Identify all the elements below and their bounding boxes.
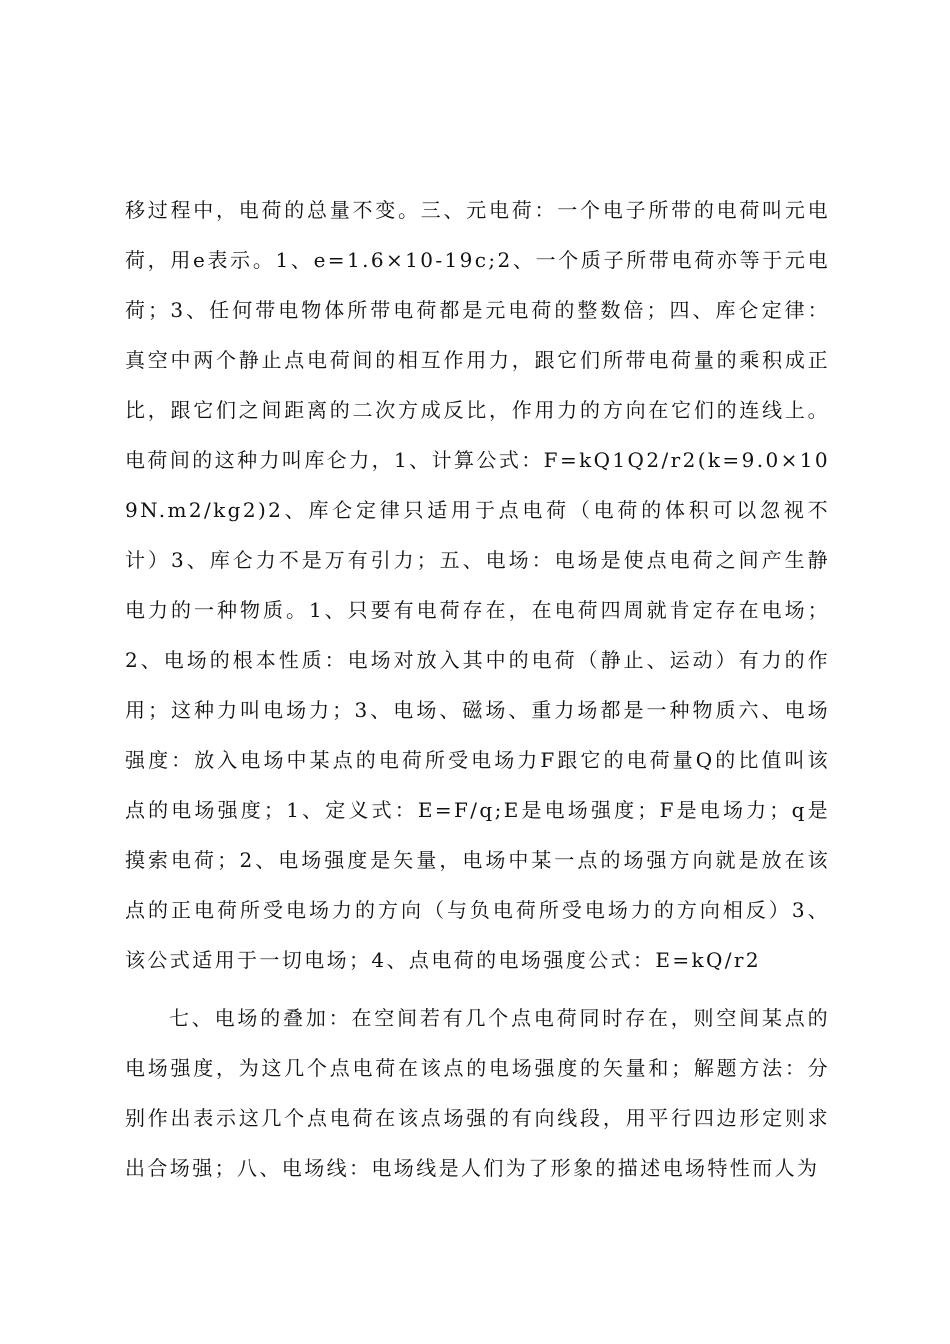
paragraph-2: 七、电场的叠加：在空间若有几个点电荷同时存在，则空间某点的电场强度，为这几个点电荷在该点的电场强度的矢量和；解题方法：分别作出表示这几个点电荷在该点场强的有向线段，用平行四边形定则求出合场强；八、电场线：电场线是人们为了形象的描述电场特性而人为 [125, 1006, 830, 1180]
paragraph-1: 移过程中，电荷的总量不变。三、元电荷：一个电子所带的电荷叫元电荷，用e表示。1、e=1.6×10-19c;2、一个质子所带电荷亦等于元电荷；3、任何带电物体所带电荷都是元电荷的整数倍；四、库仑定律：真空中两个静止点电荷间的相互作用力，跟它们所带电荷量的乘积成正比，跟它们之间距离的二次方成反比，作用力的方向在它们的连线上。电荷间的这种力叫库仑力，1、计算公式：F=kQ1Q2/r2(k=9.0×109N.m2/kg2)2、库仑定律只适用于点电荷（电荷的体积可以忽视不计）3、库仑力不是万有引力；五、电场：电场是使点电荷之间产生静电力的一种物质。1、只要有电荷存在，在电荷四周就肯定存在电场；2、电场的根本性质：电场对放入其中的电荷（静止、运动）有力的作用；这种力叫电场力；3、电场、磁场、重力场都是一种物质六、电场强度：放入电场中某点的电荷所受电场力F跟它的电荷量Q的比值叫该点的电场强度；1、定义式：E=F/q;E是电场强度；F是电场力；q是摸索电荷；2、电场强度是矢量，电场中某一点的场强方向就是放在该点的正电荷所受电场力的方向（与负电荷所受电场力的方向相反）3、该公式适用于一切电场；4、点电荷的电场强度公式：E=kQ/r2 [125, 198, 830, 972]
document-page [125, 185, 830, 1193]
